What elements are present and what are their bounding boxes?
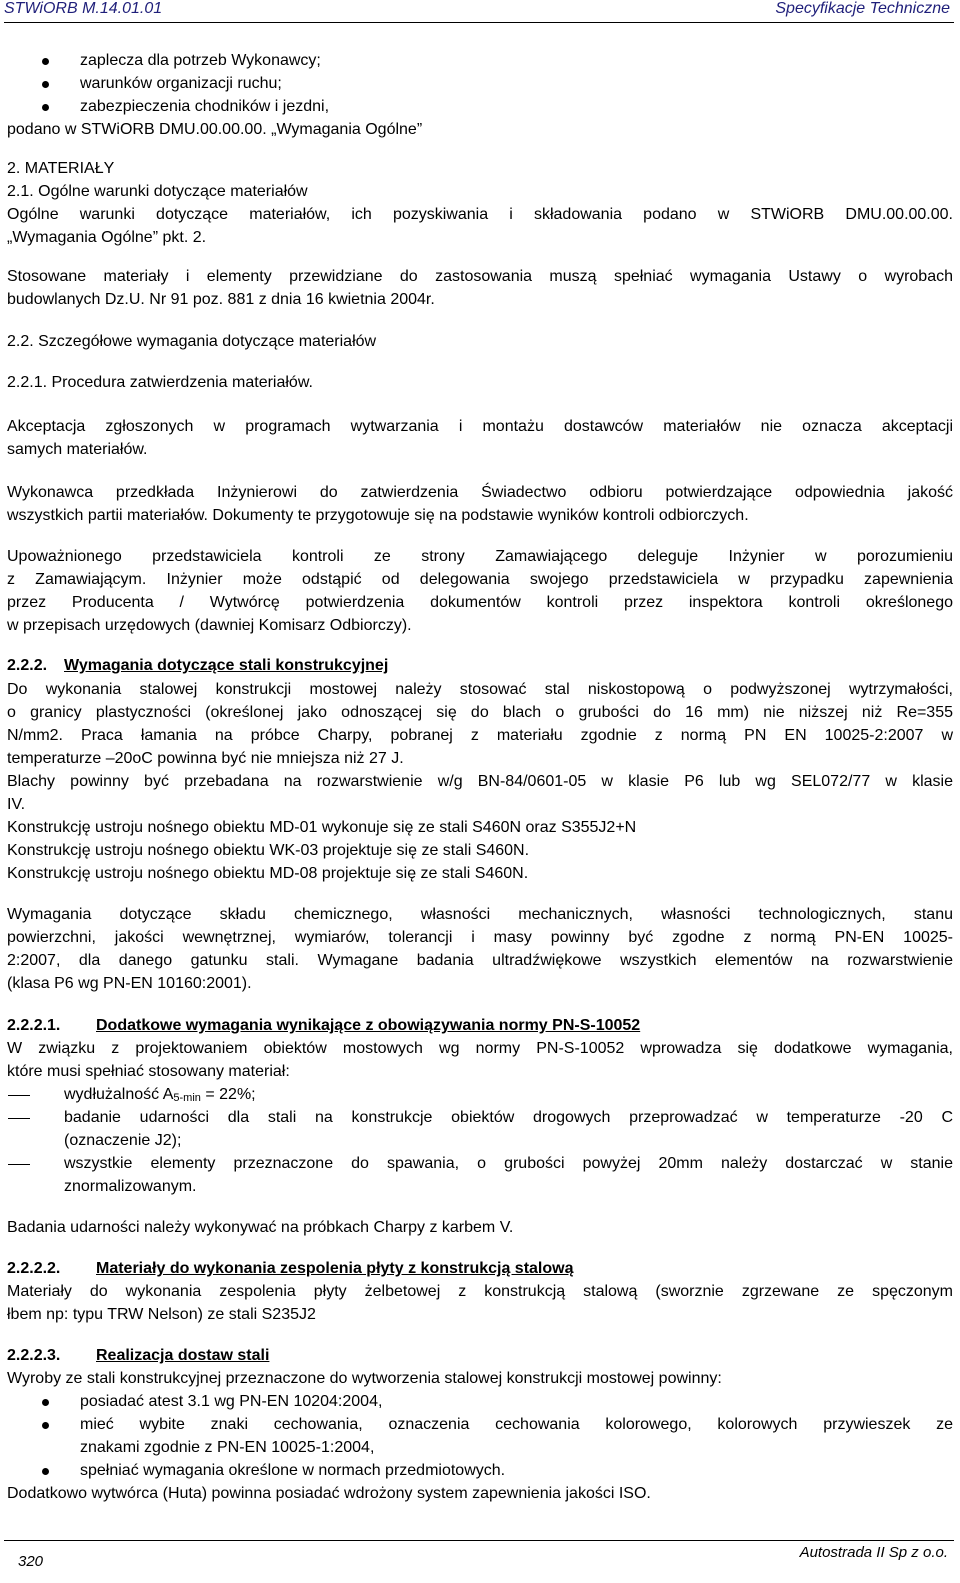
paragraph-line: przez Producenta / Wytwórcę potwierdzenia dokumentów kontroli przez inspektora kontroli określonego <box>7 594 953 611</box>
paragraph-line: Blachy powinny być przebadana na rozwarstwienie w/g BN-84/0601-05 w klasie P6 lub wg SEL072/77 w klasie <box>7 773 953 790</box>
subsection-title-2-2-2: Wymagania dotyczące stali konstrukcyjnej <box>64 657 389 674</box>
delivery-bullet-1: posiadać atest 3.1 wg PN-EN 10204:2004, <box>80 1393 383 1410</box>
paragraph-line: Badania udarności należy wykonywać na próbkach Charpy z karbem V. <box>7 1219 514 1236</box>
subsection-title-2-2-2-1: Dodatkowe wymagania wynikające z obowiązywania normy PN-S-10052 <box>96 1017 641 1034</box>
page-header <box>0 0 960 22</box>
footer-rule <box>4 1540 954 1541</box>
subsection-title-2-2-2-3: Realizacja dostaw stali <box>96 1347 270 1364</box>
header-rule <box>4 22 954 23</box>
paragraph-line: łbem np: typu TRW Nelson) ze stali S235J2 <box>7 1306 316 1323</box>
paragraph-line: samych materiałów. <box>7 441 148 458</box>
paragraph-line: o granicy plastyczności (określonej jako odnoszącej się do blach o grubości do 16 mm) nie niższej niż Re=355 <box>7 704 953 721</box>
subsection-number-2-2-2-2: 2.2.2.2. <box>7 1260 61 1277</box>
paragraph-line: Konstrukcję ustroju nośnego obiektu WK-03 projektuje się ze stali S460N. <box>7 842 530 859</box>
bullet-icon <box>42 1399 49 1406</box>
bullet-icon <box>42 104 49 111</box>
paragraph-line: Wykonawca przedkłada Inżynierowi do zatwierdzenia Świadectwo odbioru potwierdzające odpowiednia jakość <box>7 484 953 501</box>
paragraph-line: z Zamawiającym. Inżynier może odstąpić od delegowania swojego przedstawiciela w przypadku zapewnienia <box>7 571 953 588</box>
dash-item-1 <box>64 1085 256 1108</box>
dash-item-1-text: wydłużalność A <box>64 1086 174 1103</box>
paragraph-line: IV. <box>7 796 26 813</box>
dash-item-1-subscript: 5-min <box>173 1092 201 1104</box>
paragraph-line: w przepisach urzędowych (dawniej Komisarz Odbiorczy). <box>7 617 412 634</box>
dash-item-3-line: znormalizowanym. <box>64 1178 197 1195</box>
subsection-number-2-2-2-1: 2.2.2.1. <box>7 1017 61 1034</box>
paragraph-line: Dodatkowo wytwórca (Huta) powinna posiadać wdrożony system zapewnienia jakości ISO. <box>7 1485 651 1502</box>
paragraph-line: W związku z projektowaniem obiektów mostowych wg normy PN-S-10052 wprowadza się dodatkowe wymagania, <box>7 1040 953 1057</box>
delivery-bullet-3: spełniać wymagania określone w normach przedmiotowych. <box>80 1462 506 1479</box>
section-heading: 2. MATERIAŁY <box>7 160 115 177</box>
dash-item-2-line: (oznaczenie J2); <box>64 1132 182 1149</box>
delivery-bullet-2-line: znakami zgodnie z PN-EN 10025-1:2004, <box>80 1439 375 1456</box>
paragraph-line: Materiały do wykonania zespolenia płyty żelbetowej z konstrukcją stalową (sworznie zgrzewane ze spęczonym <box>7 1283 953 1300</box>
intro-tail: podano w STWiORB DMU.00.00.00. „Wymagania Ogólne” <box>7 121 423 138</box>
header-spec-title: Specyfikacje Techniczne <box>775 0 950 17</box>
intro-bullet-1: zaplecza dla potrzeb Wykonawcy; <box>80 52 321 69</box>
bullet-icon <box>42 81 49 88</box>
paragraph-line: „Wymagania Ogólne” pkt. 2. <box>7 229 207 246</box>
delivery-bullet-2-line: mieć wybite znaki cechowania, oznaczenia cechowania kolorowego, kolorowych przywieszek ze <box>80 1416 953 1433</box>
dash-bullet-icon <box>8 1118 30 1119</box>
subsection-number-2-2-2-3: 2.2.2.3. <box>7 1347 61 1364</box>
dash-item-1-value: = 22%; <box>200 1086 256 1103</box>
dash-bullet-icon <box>8 1095 30 1096</box>
bullet-icon <box>42 1422 49 1429</box>
subsection-number-2-2-2: 2.2.2. <box>7 657 48 674</box>
dash-item-3-line: wszystkie elementy przeznaczone do spawania, o grubości powyżej 20mm należy dostarczać w stanie <box>64 1155 953 1172</box>
subsection-heading-2-1: 2.1. Ogólne warunki dotyczące materiałów <box>7 183 308 200</box>
paragraph-line: powierzchni, jakości wewnętrznej, wymiarów, tolerancji i masy powinny być zgodne z normą PN-EN 10025- <box>7 929 953 946</box>
dash-item-2-line: badanie udarności dla stali na konstrukcje obiektów drogowych przeprowadzać w temperaturze -20 C <box>64 1109 953 1126</box>
paragraph-line: Akceptacja zgłoszonych w programach wytwarzania i montażu dostawców materiałów nie oznacza akceptacji <box>7 418 953 435</box>
paragraph-line: Stosowane materiały i elementy przewidziane do zastosowania muszą spełniać wymagania Ustawy o wyrobach <box>7 268 953 285</box>
subsection-title-2-2-2-2: Materiały do wykonania zespolenia płyty z konstrukcją stalową <box>96 1260 574 1277</box>
subsection-heading-2-2: 2.2. Szczegółowe wymagania dotyczące materiałów <box>7 333 377 350</box>
paragraph-line: Konstrukcję ustroju nośnego obiektu MD-01 wykonuje się ze stali S460N oraz S355J2+N <box>7 819 637 836</box>
page-number: 320 <box>18 1553 44 1570</box>
paragraph-line: Ogólne warunki dotyczące materiałów, ich pozyskiwania i składowania podano w STWiORB DMU.00.00.00. <box>7 206 953 223</box>
paragraph-line: które musi spełniać stosowany materiał: <box>7 1063 290 1080</box>
paragraph-line: Konstrukcję ustroju nośnego obiektu MD-08 projektuje się ze stali S460N. <box>7 865 529 882</box>
intro-bullet-2: warunków organizacji ruchu; <box>80 75 282 92</box>
paragraph-line: wszystkich partii materiałów. Dokumenty te przygotowuje się na podstawie wyników kontroli odbiorczych. <box>7 507 749 524</box>
paragraph-line: (klasa P6 wg PN-EN 10160:2001). <box>7 975 252 992</box>
intro-bullet-3: zabezpieczenia chodników i jezdni, <box>80 98 330 115</box>
bullet-icon <box>42 1468 49 1475</box>
paragraph-line: N/mm2. Praca łamania na próbce Charpy, pobranej z materiału zgodnie z normą PN EN 10025-2:2007 w <box>7 727 953 744</box>
paragraph-line: Wyroby ze stali konstrukcyjnej przeznaczone do wytworzenia stalowej konstrukcji mostowej powinny: <box>7 1370 722 1387</box>
bullet-icon <box>42 58 49 65</box>
subsection-heading-2-2-1: 2.2.1. Procedura zatwierdzenia materiałów. <box>7 374 313 391</box>
paragraph-line: temperaturze –20oC powinna być nie mniejsza niż 27 J. <box>7 750 404 767</box>
paragraph-line: Wymagania dotyczące składu chemicznego, własności mechanicznych, własności technologicznych, stanu <box>7 906 953 923</box>
paragraph-line: Do wykonania stalowej konstrukcji mostowej należy stosować stal niskostopową o podwyższonej wytrzymałości, <box>7 681 953 698</box>
footer-company: Autostrada II Sp z o.o. <box>799 1544 948 1561</box>
header-spec-code: STWiORB M.14.01.01 <box>4 0 163 17</box>
paragraph-line: budowlanych Dz.U. Nr 91 poz. 881 z dnia 16 kwietnia 2004r. <box>7 291 435 308</box>
paragraph-line: Upoważnionego przedstawiciela kontroli ze strony Zamawiającego deleguje Inżynier w porozumieniu <box>7 548 953 565</box>
paragraph-line: 2:2007, dla danego gatunku stali. Wymagane badania ultradźwiękowe wszystkich elementów na rozwarstwienie <box>7 952 953 969</box>
dash-bullet-icon <box>8 1164 30 1165</box>
